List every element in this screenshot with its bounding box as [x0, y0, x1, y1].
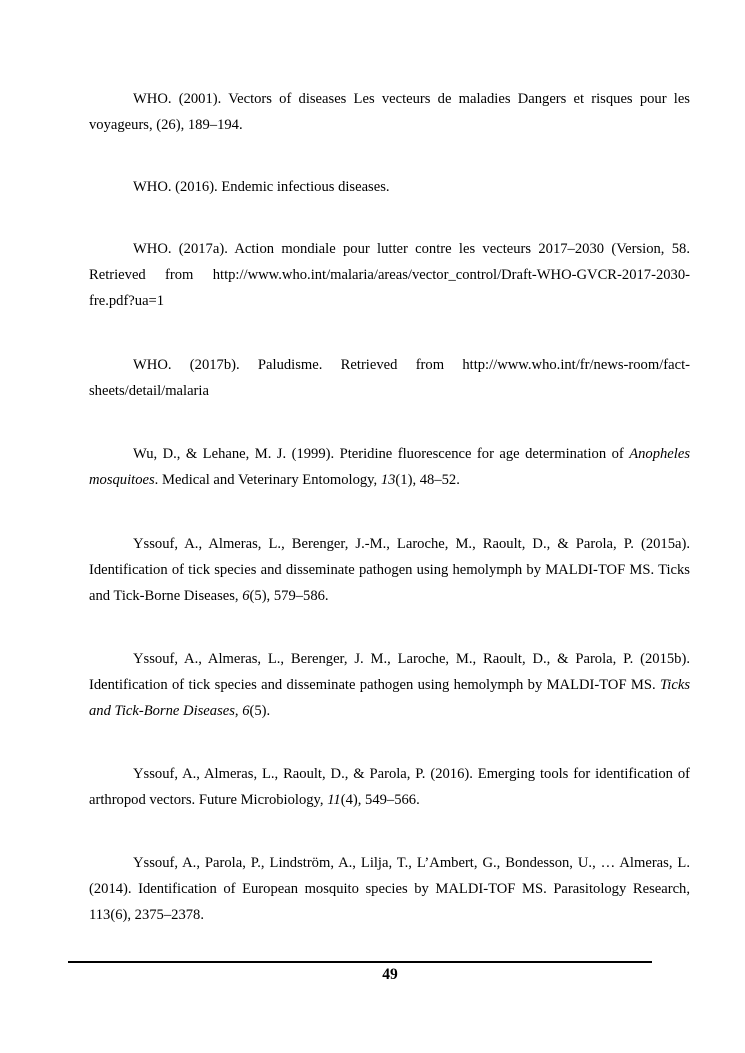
- reference-text: (1), 48–52.: [395, 472, 460, 488]
- page-number: 49: [382, 966, 398, 983]
- reference-text: (5), 579–586.: [249, 588, 329, 604]
- reference-text: Wu, D., & Lehane, M. J. (1999). Pteridine fluorescence for age determination of: [133, 446, 630, 462]
- reference-text: (4), 549–566.: [340, 792, 420, 808]
- reference-text: Yssouf, A., Almeras, L., Berenger, J. M., Laroche, M., Raoult, D., & Parola, P. (2015b). Identification of tick species and disseminate pathogen using hemolymph by MALDI-TOF MS.: [89, 651, 690, 693]
- reference-who-2001: [89, 86, 690, 138]
- reference-yssouf-2016: [89, 761, 690, 813]
- reference-wu-1999: [89, 441, 690, 493]
- reference-who-2017b: [89, 352, 690, 404]
- reference-who-2016: [89, 174, 690, 200]
- reference-italic-species: Anopheles mosquitoes: [89, 446, 690, 488]
- reference-text: Yssouf, A., Almeras, L., Berenger, J.-M., Laroche, M., Raoult, D., & Parola, P. (2015a). Identification of tick species and disseminate pathogen using hemolymph by MALDI-TOF MS. Ticks and Tick-Borne Diseases,: [89, 536, 690, 604]
- reference-yssouf-2015b: [89, 646, 690, 724]
- reference-text: ,: [234, 703, 243, 719]
- reference-who-2017a: [89, 236, 690, 314]
- reference-volume: 6: [242, 703, 250, 719]
- reference-yssouf-2014: [89, 850, 690, 928]
- reference-text: (5).: [249, 703, 271, 719]
- reference-volume: 13: [380, 472, 396, 488]
- reference-list: [89, 86, 690, 928]
- reference-journal: Ticks and Tick-Borne Diseases: [89, 677, 690, 719]
- reference-volume: 11: [327, 792, 341, 808]
- reference-text: WHO. (2001). Vectors of diseases Les vecteurs de maladies Dangers et risques pour les voyageurs, (26), 189–194.: [89, 91, 690, 133]
- reference-text: . Medical and Veterinary Entomology,: [154, 472, 381, 488]
- reference-text: WHO. (2017b). Paludisme. Retrieved from http://www.who.int/fr/news-room/fact-sheets/detail/malaria: [89, 357, 690, 399]
- reference-text: Yssouf, A., Parola, P., Lindström, A., Lilja, T., L’Ambert, G., Bondesson, U., … Almeras, L. (2014). Identification of European mosquito species by MALDI-TOF MS. Parasitology Research, 113(6), 2375–2378.: [89, 855, 690, 923]
- reference-text: WHO. (2017a). Action mondiale pour lutter contre les vecteurs 2017–2030 (Version, 58. Retrieved from http://www.who.int/malaria/areas/vector_control/Draft-WHO-GVCR-2017-2030-fre.pdf?ua=1: [89, 241, 690, 309]
- reference-text: Yssouf, A., Almeras, L., Raoult, D., & Parola, P. (2016). Emerging tools for identification of arthropod vectors. Future Microbiology,: [89, 766, 690, 808]
- footer-divider: [68, 961, 652, 963]
- reference-volume: 6: [242, 588, 250, 604]
- reference-text: WHO. (2016). Endemic infectious diseases.: [133, 179, 390, 195]
- reference-yssouf-2015a: [89, 531, 690, 609]
